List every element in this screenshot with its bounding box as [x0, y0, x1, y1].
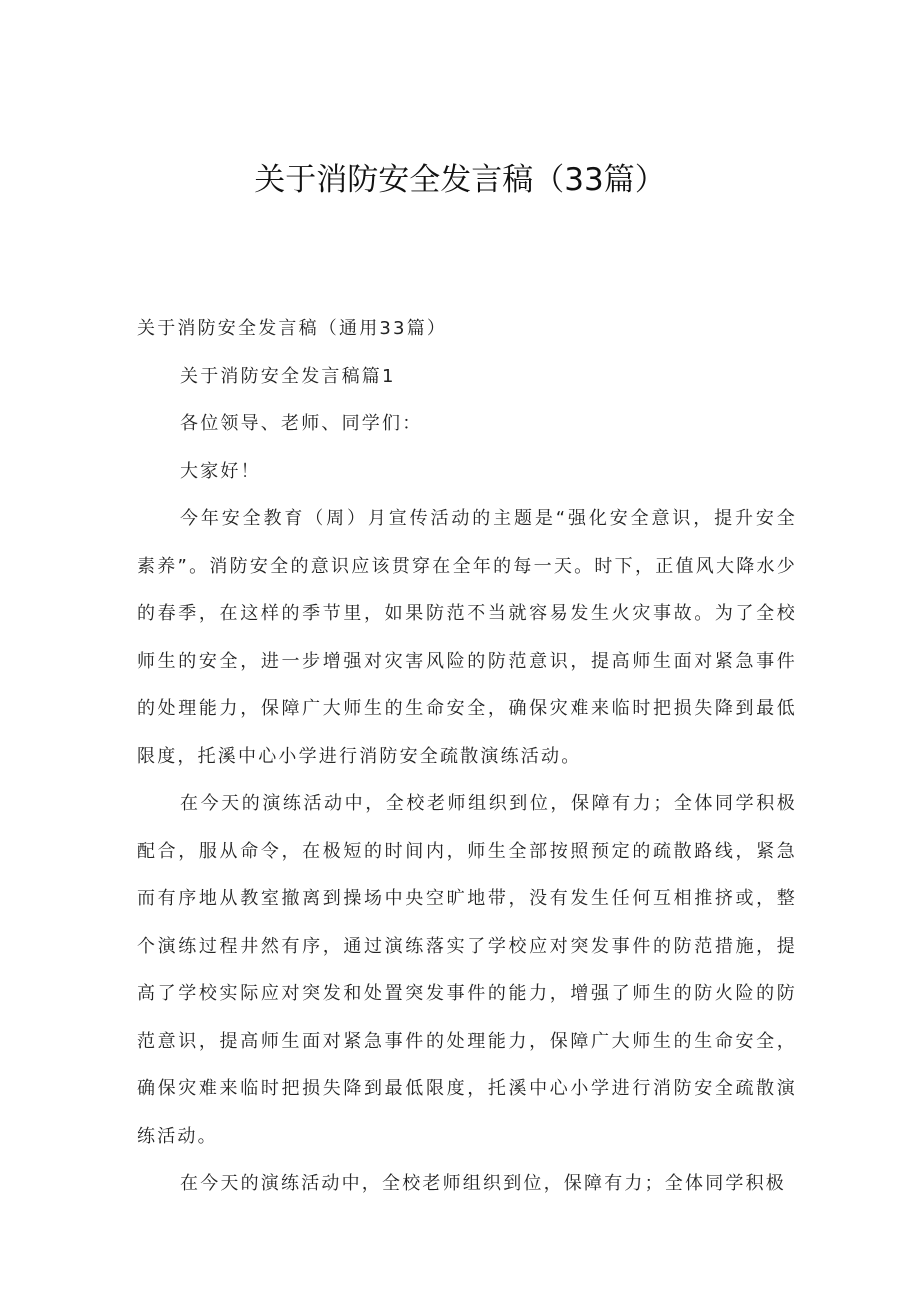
section-heading: 关于消防安全发言稿篇1: [180, 365, 396, 387]
document-body: [137, 305, 797, 1208]
document-subtitle: 关于消防安全发言稿（通用33篇）: [137, 318, 448, 339]
body-paragraph-3: 在今天的演练活动中，全校老师组织到位，保障有力；全体同学积极: [180, 1173, 786, 1194]
salutation: 各位领导、老师、同学们：: [180, 413, 423, 434]
body-paragraph-2: 在今天的演练活动中，全校老师组织到位，保障有力；全体同学积极配合，服从命令，在极短的时间内，师生全部按照预定的疏散路线，紧急而有序地从教室撤离到操场中央空旷地带，没有发生任何互相推挤或，整个演练过程井然有序，通过演练落实了学校应对突发事件的防范措施，提高了学校实际应对突发和处置突发事件的能力，增强了师生的防火险的防范意识，提高师生面对紧急事件的处理能力，保障广大师生的生命安全，确保灾难来临时把损失降到最低限度，托溪中心小学进行消防安全疏散演练活动。: [137, 793, 797, 1147]
body-paragraph-1: 今年安全教育（周）月宣传活动的主题是“强化安全意识，提升安全素养”。消防安全的意识应该贯穿在全年的每一天。时下，正值风大降水少的春季，在这样的季节里，如果防范不当就容易发生火灾事故。为了全校师生的安全，进一步增强对灾害风险的防范意识，提高师生面对紧急事件的处理能力，保障广大师生的生命安全，确保灾难来临时把损失降到最低限度，托溪中心小学进行消防安全疏散演练活动。: [137, 508, 797, 767]
document-title: 关于消防安全发言稿（33篇）: [254, 162, 666, 198]
greeting: 大家好！: [180, 460, 261, 482]
